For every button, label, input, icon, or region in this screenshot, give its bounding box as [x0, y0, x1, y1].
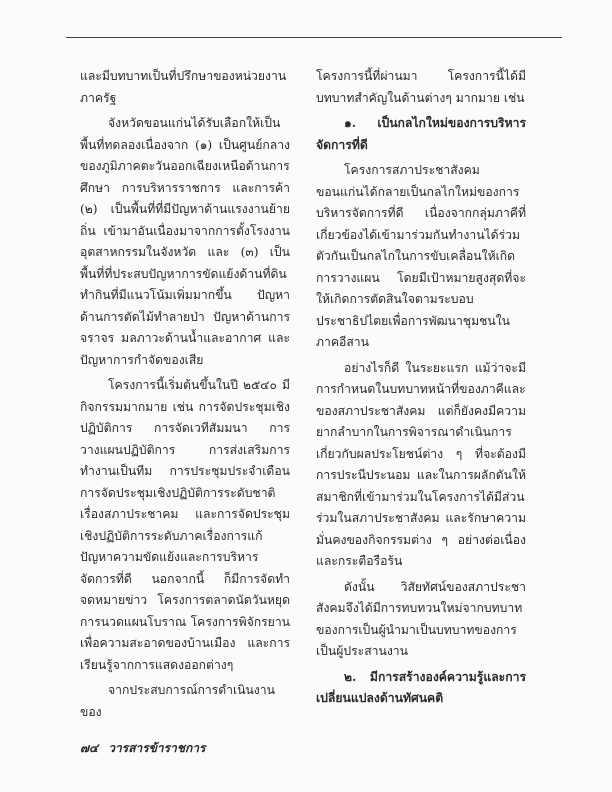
left-paragraph-3: โครงการนี้เริ่มต้นขึ้นในปี ๒๕๔๐ มีกิจกรรมมากมาย เช่น การจัดประชุมเชิงปฏิบัติการ การจัดเวทีสัมมนา การวางแผนปฏิบัติการ การส่งเสริมการทำงานเป็นทีม การประชุมประจำเดือน การจัดประชุมเชิงปฏิบัติการระดับชาติเรื่องสภาประชาคม และการจัดประชุมเชิงปฏิบัติการระดับภาคเรื่องการแก้ปัญหาความขัดแย้งและการบริหารจัดการที่ดี นอกจากนี้ ก็มีการจัดทำจดหมายข่าว โครงการตลาดนัดวันหยุด การนวดแผนโบราณ โครงการพิจักรยานเพื่อความสะอาดของบ้านเมือง และการเรียนรู้จากการแสดงออกต่างๆ — [80, 378, 290, 672]
right-paragraph-1: โครงการนี้ที่ผ่านมา โครงการนี้ได้มีบทบาทสำคัญในด้านต่างๆ มากมาย เช่น — [316, 69, 526, 105]
right-paragraph-3: อย่างไรก็ดี ในระยะแรก แม้ว่าจะมีการกำหนดในบทบาทหน้าที่ของภาคีและของสภาประชาสังคม แต่ก็ยังคงมีความยากลำบากในการพิจารณาดำเนินการเกี่ยวกับผลประโยชน์ต่าง ๆ ที่จะต้องมีการประนีประนอม และในการผลักดันให้สมาชิกที่เข้ามาร่วมในโครงการได้มีส่วนร่วมในสภาประชาสังคม และรักษาความมั่นคงของกิจกรรมต่าง ๆ อย่างต่อเนื่องและกระตือรือร้น — [316, 360, 526, 568]
top-rule — [66, 37, 562, 38]
page-number: ๗๔ — [80, 741, 99, 755]
section-heading-1: ๑. เป็นกลไกใหม่ของการบริหารจัดการที่ดี — [316, 116, 526, 152]
right-paragraph-2: โครงการสภาประชาสังคมขอนแก่นได้กลายเป็นกลไกใหม่ของการบริหารจัดการที่ดี เนื่องจากกลุ่มภาคีที่เกี่ยวข้องได้เข้ามาร่วมกันทำงานได้ร่วมตัวกันเป็นกลไกในการขับเคลื่อนให้เกิดการวางแผน โดยมีเป้าหมายสูงสุดที่จะให้เกิดการตัดสินใจตามระบอบประชาธิปไตยเพื่อการพัฒนาชุมชนในภาคอีสาน — [316, 163, 526, 349]
left-paragraph-4: จากประสบการณ์การดำเนินงานของ — [80, 683, 275, 719]
right-column — [316, 66, 526, 714]
journal-name: วารสารข้าราชการ — [108, 741, 206, 755]
page-footer — [80, 739, 205, 758]
left-paragraph-1: และมีบทบาทเป็นที่ปรึกษาของหน่วยงานภาครัฐ — [80, 69, 287, 105]
left-paragraph-2: จังหวัดขอนแก่นได้รับเลือกให้เป็นพื้นที่ทดลองเนื่องจาก (๑) เป็นศูนย์กลางของภูมิภาคตะวันออกเฉียงเหนือด้านการศึกษา การบริหารราชการ และการค้า (๒) เป็นพื้นที่ที่มีปัญหาด้านแรงงานย้ายถิ่น เข้ามาอันเนื่องมาจากการตั้งโรงงานอุตสาหกรรมในจังหวัด และ (๓) เป็นพื้นที่ที่ประสบปัญหาการขัดแย้งด้านที่ดินทำกินที่มีแนวโน้มเพิ่มมากขึ้น ปัญหาด้านการตัดไม้ทำลายป่า ปัญหาด้านการจราจร มลภาวะด้านน้ำและอากาศ และปัญหาการกำจัดของเสีย — [80, 116, 290, 367]
section-heading-2: ๒. มีการสร้างองค์ความรู้และการเปลี่ยนแปลงด้านทัศนคติ — [316, 669, 526, 705]
left-column — [80, 66, 290, 727]
right-paragraph-4: ดังนั้น วิสัยทัศน์ของสภาประชาสังคมจึงได้มีการทบทวนใหม่จากบทบาทของการเป็นผู้นำมาเป็นบทบาทของการเป็นผู้ประสานงาน — [316, 579, 526, 658]
